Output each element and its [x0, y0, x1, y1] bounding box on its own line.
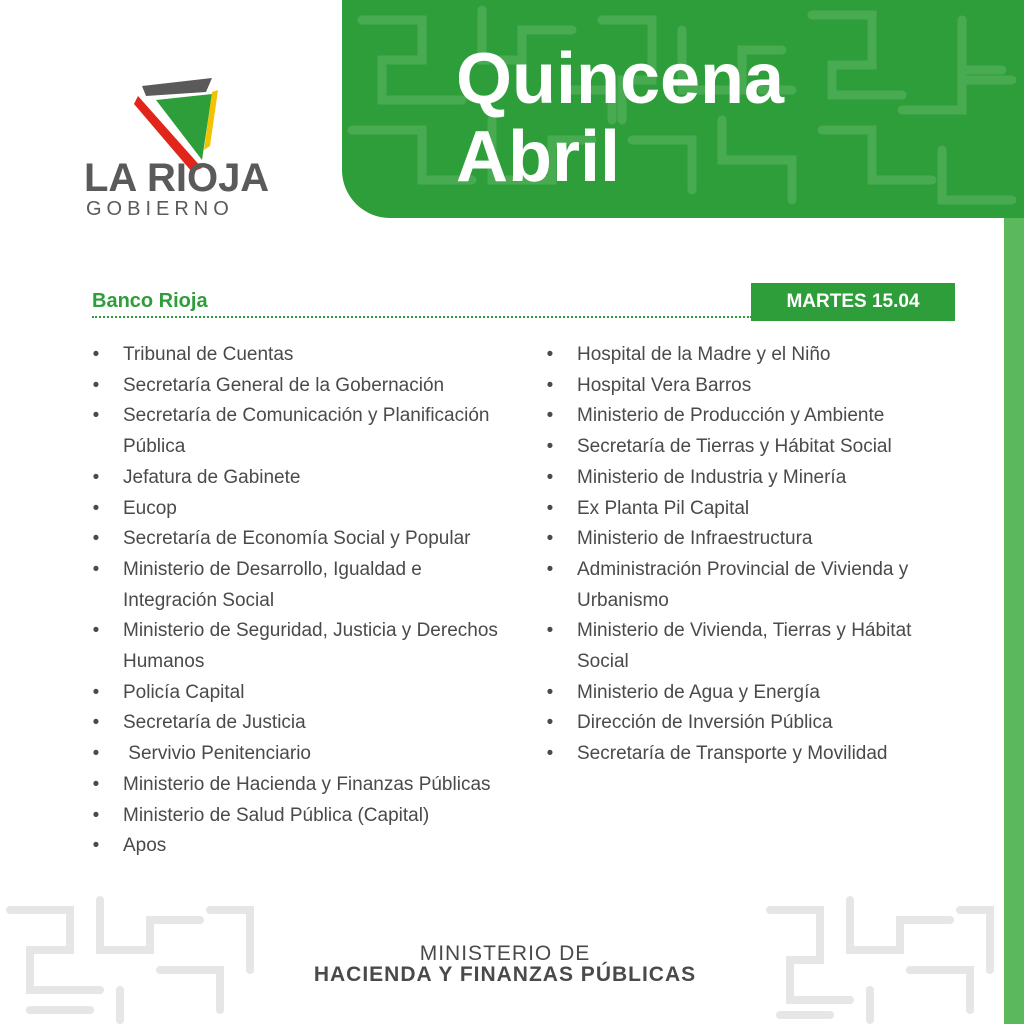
bullet-icon: •	[92, 712, 100, 734]
bullet-icon: •	[92, 344, 100, 365]
list-item-label: Ministerio de Vivienda, Tierras y Hábitat	[577, 620, 912, 642]
bullet-icon: •	[546, 436, 554, 458]
list-item-label: Pública	[123, 436, 186, 458]
list-item	[544, 340, 944, 371]
list-item	[544, 371, 944, 402]
bullet-icon: •	[546, 558, 554, 580]
left-agency-list	[90, 340, 510, 862]
bullet-icon: •	[92, 620, 100, 642]
bullet-icon: •	[92, 374, 100, 396]
list-item-label: Ministerio de Industria y Minería	[577, 466, 847, 488]
list-item	[544, 494, 944, 525]
list-item-label: Dirección de Inversión Pública	[577, 712, 833, 734]
bullet-icon: •	[546, 743, 554, 765]
list-item	[544, 432, 944, 463]
list-item-label: Ministerio de Seguridad, Justicia y Derechos	[123, 620, 498, 642]
list-item-label: Secretaría de Comunicación y Planificación	[123, 405, 490, 427]
bullet-icon: •	[92, 558, 100, 580]
bullet-icon: •	[92, 466, 100, 488]
page-title-line1: Quincena	[456, 39, 785, 119]
bullet-icon: •	[92, 743, 100, 765]
logo-name: LA RIOJA	[84, 156, 270, 200]
date-badge: MARTES 15.04	[751, 283, 955, 321]
bullet-icon: •	[546, 712, 554, 734]
list-item	[90, 494, 510, 525]
list-item-label: Ministerio de Desarrollo, Igualdad e	[123, 558, 422, 580]
list-item	[544, 708, 944, 739]
list-item	[90, 801, 510, 832]
bullet-icon: •	[546, 681, 554, 703]
list-item	[90, 340, 510, 371]
bullet-icon: •	[92, 405, 100, 427]
list-item-label: Secretaría de Transporte y Movilidad	[577, 743, 888, 765]
bullet-icon: •	[546, 528, 554, 550]
bullet-icon: •	[92, 835, 100, 857]
list-item	[90, 371, 510, 402]
list-item-label: Ministerio de Salud Pública (Capital)	[123, 804, 430, 826]
list-item	[90, 463, 510, 494]
list-item-label: Ministerio de Infraestructura	[577, 528, 813, 550]
logo-subtitle: GOBIERNO	[86, 198, 234, 220]
bank-title: Banco Rioja	[92, 290, 208, 312]
list-item	[90, 524, 510, 555]
list-item	[544, 678, 944, 709]
list-item-label: Tribunal de Cuentas	[123, 344, 294, 365]
bullet-icon: •	[92, 804, 100, 826]
list-item-label: Jefatura de Gabinete	[123, 466, 301, 488]
footer-ministry-line1: MINISTERIO DE	[419, 942, 591, 965]
list-item-label: Social	[577, 651, 629, 673]
list-item-label: Apos	[123, 835, 167, 857]
dotted-divider	[92, 316, 752, 318]
list-item-label: Humanos	[123, 651, 205, 673]
list-item	[90, 678, 510, 709]
bullet-icon: •	[92, 528, 100, 550]
list-item-label: Eucop	[123, 497, 177, 519]
list-item	[90, 616, 510, 677]
list-item-label: Secretaría General de la Gobernación	[123, 374, 445, 396]
bullet-icon: •	[546, 497, 554, 519]
right-agency-list	[544, 340, 944, 770]
list-item-label: Secretaría de Economía Social y Popular	[123, 528, 471, 550]
list-item	[544, 524, 944, 555]
bullet-icon: •	[546, 374, 554, 396]
page-title-line2: Abril	[456, 117, 621, 197]
footer-ministry-line2: HACIENDA Y FINANZAS PÚBLICAS	[313, 963, 697, 986]
list-item-label: Secretaría de Justicia	[123, 712, 306, 734]
bullet-icon: •	[92, 773, 100, 795]
list-item	[544, 463, 944, 494]
list-item-label: Urbanismo	[577, 589, 669, 611]
list-item-label: Servivio Penitenciario	[123, 743, 311, 765]
list-item	[90, 770, 510, 801]
bullet-icon: •	[92, 497, 100, 519]
list-item	[90, 708, 510, 739]
bullet-icon: •	[546, 466, 554, 488]
list-item-label: Ex Planta Pil Capital	[577, 497, 750, 519]
list-item	[90, 401, 510, 462]
right-accent-strip	[1004, 218, 1024, 1024]
list-item	[90, 555, 510, 616]
list-item-label: Secretaría de Tierras y Hábitat Social	[577, 436, 892, 458]
list-item	[544, 555, 944, 616]
list-item	[544, 616, 944, 677]
list-item	[544, 739, 944, 770]
bullet-icon: •	[546, 405, 554, 427]
list-item-label: Hospital de la Madre y el Niño	[577, 344, 831, 365]
bullet-icon: •	[546, 620, 554, 642]
list-item-label: Policía Capital	[123, 681, 245, 703]
list-item	[544, 401, 944, 432]
bullet-icon: •	[92, 681, 100, 703]
list-item-label: Ministerio de Agua y Energía	[577, 681, 820, 703]
list-item-label: Ministerio de Producción y Ambiente	[577, 405, 885, 427]
list-item	[90, 831, 510, 862]
bullet-icon: •	[546, 344, 554, 365]
list-item-label: Integración Social	[123, 589, 275, 611]
list-item	[90, 739, 510, 770]
list-item-label: Ministerio de Hacienda y Finanzas Públicas	[123, 773, 491, 795]
list-item-label: Administración Provincial de Vivienda y	[577, 558, 909, 580]
list-item-label: Hospital Vera Barros	[577, 374, 752, 396]
